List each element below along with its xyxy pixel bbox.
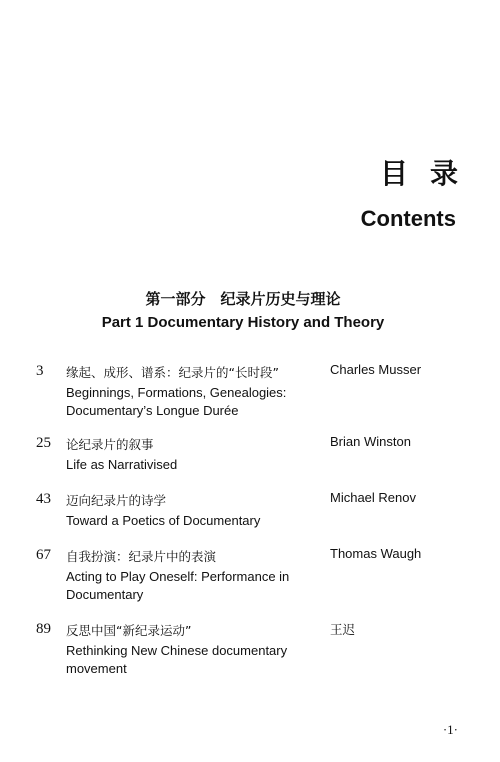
entry-title-english: Acting to Play Oneself: Performance in Documentary [66, 569, 290, 602]
part-heading-english: Part 1 Documentary History and Theory [101, 314, 385, 331]
entry-title-chinese: 缘起、成形、谱系：纪录片的“长时段” [66, 365, 279, 380]
page-number: 3 [36, 363, 44, 379]
part-heading-chinese: 第一部分 纪录片历史与理论 [145, 290, 341, 308]
entry-title-english: Beginnings, Formations, Genealogies: Documentary’s Longue Durée [66, 385, 287, 418]
page-number: 89 [36, 621, 51, 637]
entry-title-english: Rethinking New Chinese documentary movement [66, 643, 288, 676]
page-number: 67 [36, 547, 51, 563]
toc-title-chinese: 目录 [379, 157, 480, 190]
page-number: 43 [36, 491, 51, 507]
entry-author: Charles Musser [330, 362, 422, 377]
entry-author: Michael Renov [330, 490, 416, 505]
entry-title-chinese: 迈向纪录片的诗学 [66, 493, 167, 508]
entry-title-chinese: 自我扮演：纪录片中的表演 [66, 549, 217, 564]
entry-author: 王迟 [330, 622, 356, 637]
entry-title-english: Life as Narrativised [66, 457, 178, 472]
entry-title-english: Toward a Poetics of Documentary [66, 513, 261, 528]
entry-title-chinese: 论纪录片的叙事 [66, 437, 154, 452]
entry-title-chinese: 反思中国“新纪录运动” [66, 623, 192, 638]
toc-title-english: Contents [360, 206, 456, 231]
entry-author: Thomas Waugh [330, 546, 422, 561]
entry-author: Brian Winston [330, 434, 411, 449]
page-folio: ·1· [442, 722, 458, 737]
page-number: 25 [36, 435, 51, 451]
